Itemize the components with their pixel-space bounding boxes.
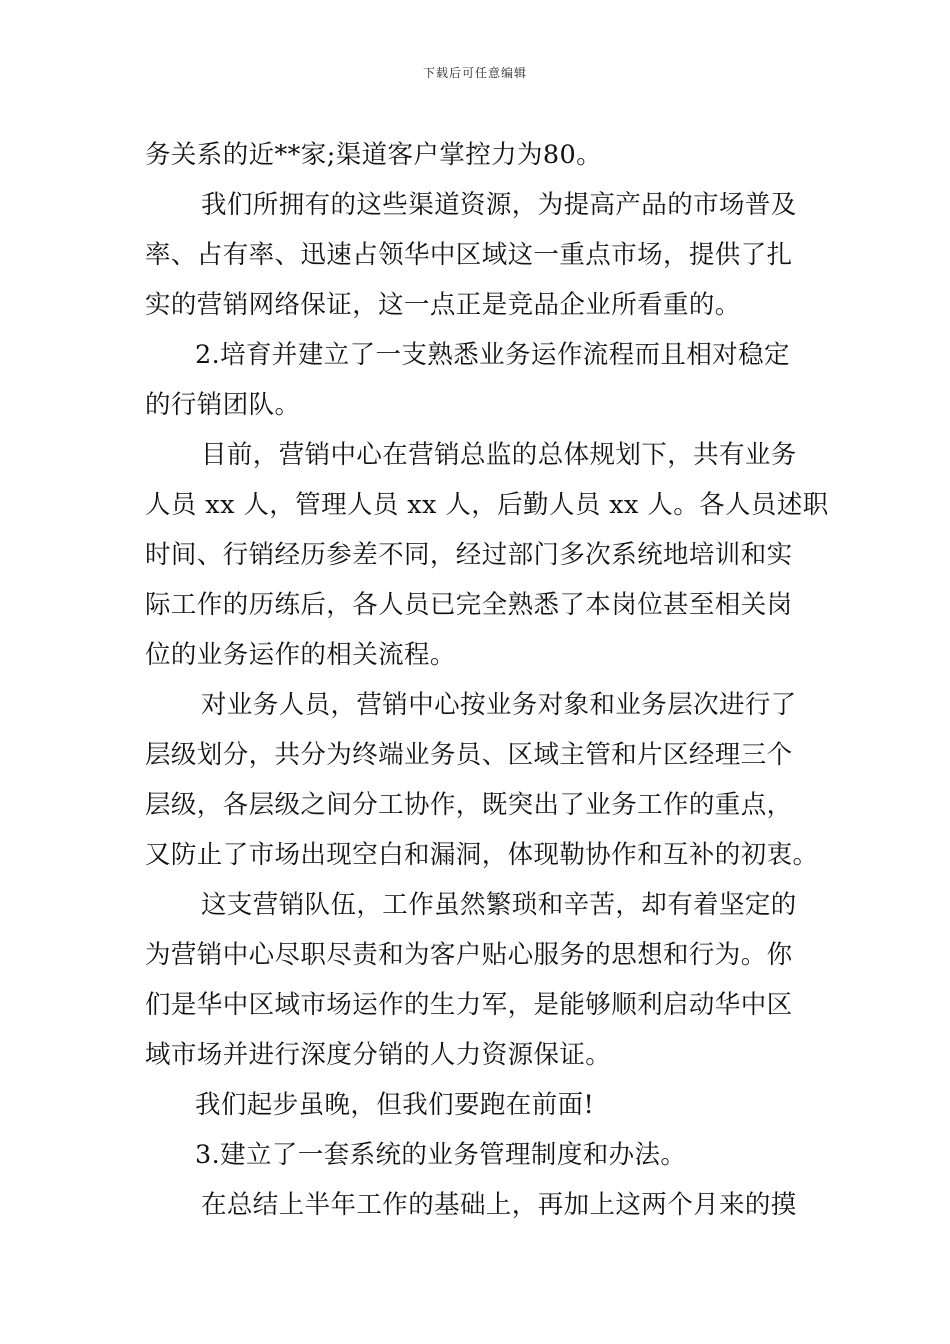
- text-line: 率、占有率、迅速占领华中区域这一重点市场，提供了扎: [145, 240, 793, 270]
- text-line: 我们起步虽晚，但我们要跑在前面!: [195, 1090, 595, 1120]
- text-line: 对业务人员，营销中心按业务对象和业务层次进行了: [201, 690, 797, 720]
- text-line: 人员 xx 人，管理人员 xx 人，后勤人员 xx 人。各人员述职: [145, 490, 829, 520]
- text-line: 目前，营销中心在营销总监的总体规划下，共有业务: [201, 440, 797, 470]
- text-line: 实的营销网络保证，这一点正是竞品企业所看重的。: [145, 290, 741, 320]
- text-line: 2.培育并建立了一支熟悉业务运作流程而且相对稳定: [195, 340, 790, 370]
- text-line: 务关系的近**家;渠道客户掌控力为80。: [145, 140, 603, 170]
- page-header: 下载后可任意编辑: [422, 66, 527, 80]
- text-line: 们是华中区域市场运作的生力军，是能够顺利启动华中区: [145, 990, 793, 1020]
- text-line: 的行销团队。: [145, 390, 301, 420]
- text-line: 我们所拥有的这些渠道资源，为提高产品的市场普及: [201, 190, 797, 220]
- text-line: 又防止了市场出现空白和漏洞，体现勒协作和互补的初衷。: [145, 840, 819, 870]
- text-line: 位的业务运作的相关流程。: [145, 640, 456, 670]
- text-line: 际工作的历练后，各人员已完全熟悉了本岗位甚至相关岗: [145, 590, 793, 620]
- text-line: 时间、行销经历参差不同，经过部门多次系统地培训和实: [145, 540, 793, 570]
- text-line: 3.建立了一套系统的业务管理制度和办法。: [195, 1140, 687, 1170]
- text-line: 为营销中心尽职尽责和为客户贴心服务的思想和行为。你: [145, 940, 793, 970]
- text-line: 层级划分，共分为终端业务员、区域主管和片区经理三个: [145, 740, 793, 770]
- text-line: 这支营销队伍，工作虽然繁琐和辛苦，却有着坚定的: [201, 890, 797, 920]
- text-line: 在总结上半年工作的基础上，再加上这两个月来的摸: [201, 1190, 797, 1220]
- document-body: [145, 130, 829, 1230]
- text-line: 域市场并进行深度分销的人力资源保证。: [145, 1040, 612, 1070]
- text-line: 层级，各层级之间分工协作，既突出了业务工作的重点，: [145, 790, 793, 820]
